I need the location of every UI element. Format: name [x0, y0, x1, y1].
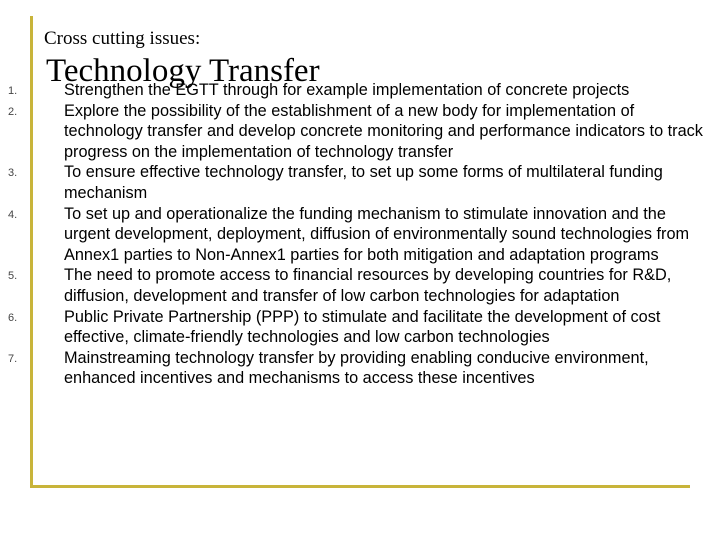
list-item-number: 5. [8, 270, 18, 283]
bottom-accent-line [30, 485, 690, 488]
list-item-number: 7. [8, 352, 18, 365]
list-item-number: 4. [8, 208, 18, 221]
numbered-list [0, 80, 720, 389]
list-item-number: 1. [8, 85, 18, 97]
list-item [0, 204, 720, 266]
list-item [0, 265, 720, 306]
list-item-text: Mainstreaming technology transfer by providing enabling conducive environment, enhanced incentives and mechanisms to access these incentives [64, 348, 649, 388]
slide-subtitle: Cross cutting issues: [44, 28, 201, 49]
list-item [0, 101, 720, 163]
list-item-number: 2. [8, 105, 18, 118]
list-item [0, 348, 720, 389]
slide-title: Technology Transfer [46, 53, 320, 89]
list-item-text: To ensure effective technology transfer, to set up some forms of multilateral funding mechanism [64, 163, 663, 202]
list-item-number: 6. [8, 311, 18, 324]
list-item [0, 307, 720, 348]
list-item-text: Explore the possibility of the establishment of a new body for implementation of technology transfer and develop concrete monitoring and performance indicators to track progress on the implementation of technology transfer [64, 101, 703, 161]
list-item [0, 162, 720, 203]
list-item-text: To set up and operationalize the funding mechanism to stimulate innovation and the urgent development, deployment, diffusion of environmentally sound technologies from Annex1 parties to Non-Annex1 parties for both mitigation and adaptation programs [64, 204, 690, 264]
list-item [0, 80, 720, 101]
list-item-text: Strengthen the EGTT through for example implementation of concrete projects [64, 81, 630, 99]
list-item-number: 3. [8, 167, 18, 180]
list-item-text: Public Private Partnership (PPP) to stimulate and facilitate the development of cost effective, climate-friendly technologies and low carbon technologies [64, 307, 661, 347]
list-item-text: The need to promote access to financial resources by developing countries for R&D, diffusion, development and transfer of low carbon technologies for adaptation [64, 266, 672, 305]
